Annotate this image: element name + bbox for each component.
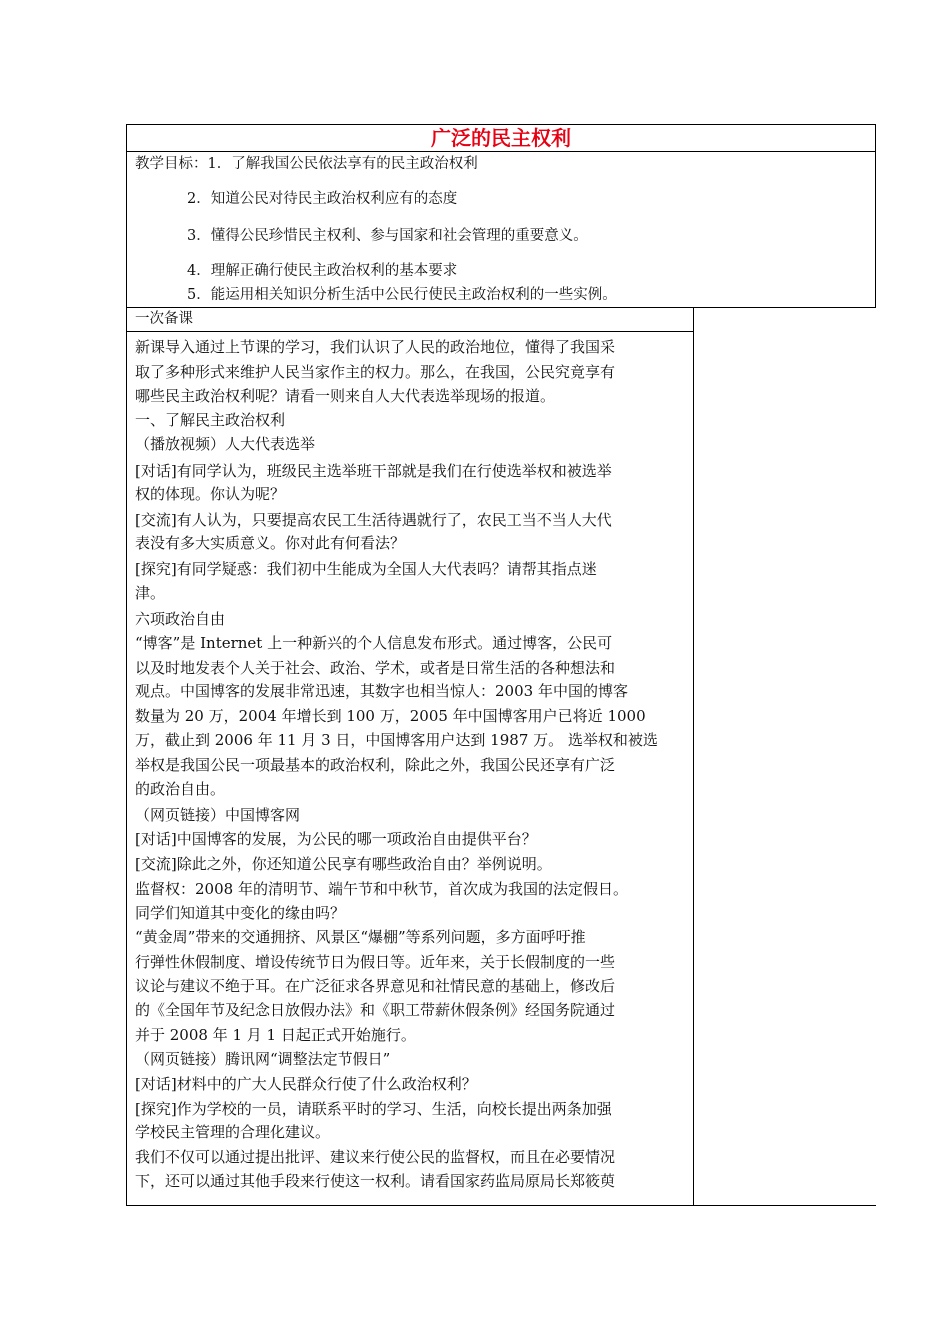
- text-line: 新课导入通过上节课的学习，我们认识了人民的政治地位，懂得了我国采: [135, 338, 616, 356]
- text-line: 并于 2008 年 1 月 1 日起正式开始施行。: [135, 1026, 416, 1044]
- text-line: 监督权：2008 年的清明节、端午节和中秋节，首次成为我国的法定假日。: [135, 880, 628, 898]
- text-line: [交流]除此之外，你还知道公民享有哪些政治自由？举例说明。: [135, 855, 552, 873]
- text-line: （播放视频）人大代表选举: [135, 435, 316, 453]
- text-line: 下，还可以通过其他手段来行使这一权利。请看国家药监局原局长郑筱萸: [135, 1172, 616, 1190]
- text-line: [交流]有人认为，只要提高农民工生活待遇就行了，农民工当不当人大代: [135, 511, 612, 529]
- text-line: [对话]材料中的广大人民群众行使了什么政治权利？: [135, 1075, 477, 1093]
- text-line: “博客”是 Internet 上一种新兴的个人信息发布形式。通过博客，公民可: [135, 634, 613, 652]
- text-line: [探究]作为学校的一员，请联系平时的学习、生活，向校长提出两条加强: [135, 1100, 612, 1118]
- text-line: 行弹性休假制度、增设传统节日为假日等。近年来，关于长假制度的一些: [135, 953, 616, 971]
- text-line: 的政治自由。: [135, 780, 226, 798]
- text-line: （网页链接）中国博客网: [135, 806, 301, 824]
- text-line: [对话]有同学认为，班级民主选举班干部就是我们在行使选举权和被选举: [135, 462, 612, 480]
- text-line: 一、了解民主政治权利: [135, 411, 286, 429]
- text-line: 学校民主管理的合理化建议。: [135, 1123, 331, 1141]
- text-line: 津。: [135, 584, 166, 602]
- text-line: 我们不仅可以通过提出批评、建议来行使公民的监督权，而且在必要情况: [135, 1148, 616, 1166]
- goal-item: 2．知道公民对待民主政治权利应有的态度: [187, 191, 458, 207]
- goal-item: 4．理解正确行使民主政治权利的基本要求: [187, 263, 458, 279]
- text-line: 观点。中国博客的发展非常迅速，其数字也相当惊人：2003 年中国的博客: [135, 682, 628, 700]
- text-line: 数量为 20 万，2004 年增长到 100 万，2005 年中国博客用户已将近 1000: [135, 707, 646, 725]
- text-line: 六项政治自由: [135, 610, 226, 628]
- lesson-content-cell: [126, 308, 694, 1206]
- text-line: [探究]有同学疑惑：我们初中生能成为全国人大代表吗？请帮其指点迷: [135, 560, 597, 578]
- goal-item: 教学目标：1．了解我国公民依法享有的民主政治权利: [135, 156, 478, 172]
- notes-cell: [693, 308, 876, 1206]
- goal-item: 3．懂得公民珍惜民主权利、参与国家和社会管理的重要意义。: [187, 228, 588, 244]
- text-line: 权的体现。你认为呢？: [135, 485, 286, 503]
- prep-label: 一次备课: [127, 308, 693, 332]
- text-line: 万，截止到 2006 年 11 月 3 日，中国博客用户达到 1987 万。 选举权和被选: [135, 731, 658, 749]
- text-line: 哪些民主政治权利呢？请看一则来自人大代表选举现场的报道。: [135, 387, 556, 405]
- text-line: 以及时地发表个人关于社会、政治、学术，或者是日常生活的各种想法和: [135, 659, 616, 677]
- lesson-table: [126, 308, 876, 1206]
- text-line: 同学们知道其中变化的缘由吗？: [135, 904, 346, 922]
- text-line: [对话]中国博客的发展，为公民的哪一项政治自由提供平台？: [135, 830, 537, 848]
- page-title: 广泛的民主权利: [127, 125, 875, 152]
- text-line: “黄金周”带来的交通拥挤、风景区“爆棚”等系列问题，多方面呼吁推: [135, 928, 586, 946]
- goal-item: 5．能运用相关知识分析生活中公民行使民主政治权利的一些实例。: [187, 287, 617, 303]
- text-line: 议论与建议不绝于耳。在广泛征求各界意见和社情民意的基础上，修改后: [135, 977, 616, 995]
- text-line: 表没有多大实质意义。你对此有何看法？: [135, 534, 406, 552]
- text-line: 取了多种形式来维护人民当家作主的权力。那么，在我国，公民究竟享有: [135, 363, 616, 381]
- objectives-table: [126, 124, 876, 308]
- text-line: 的《全国年节及纪念日放假办法》和《职工带薪休假条例》经国务院通过: [135, 1001, 616, 1019]
- text-line: 举权是我国公民一项最基本的政治权利，除此之外，我国公民还享有广泛: [135, 756, 616, 774]
- text-line: （网页链接）腾讯网“调整法定节假日”: [135, 1050, 391, 1068]
